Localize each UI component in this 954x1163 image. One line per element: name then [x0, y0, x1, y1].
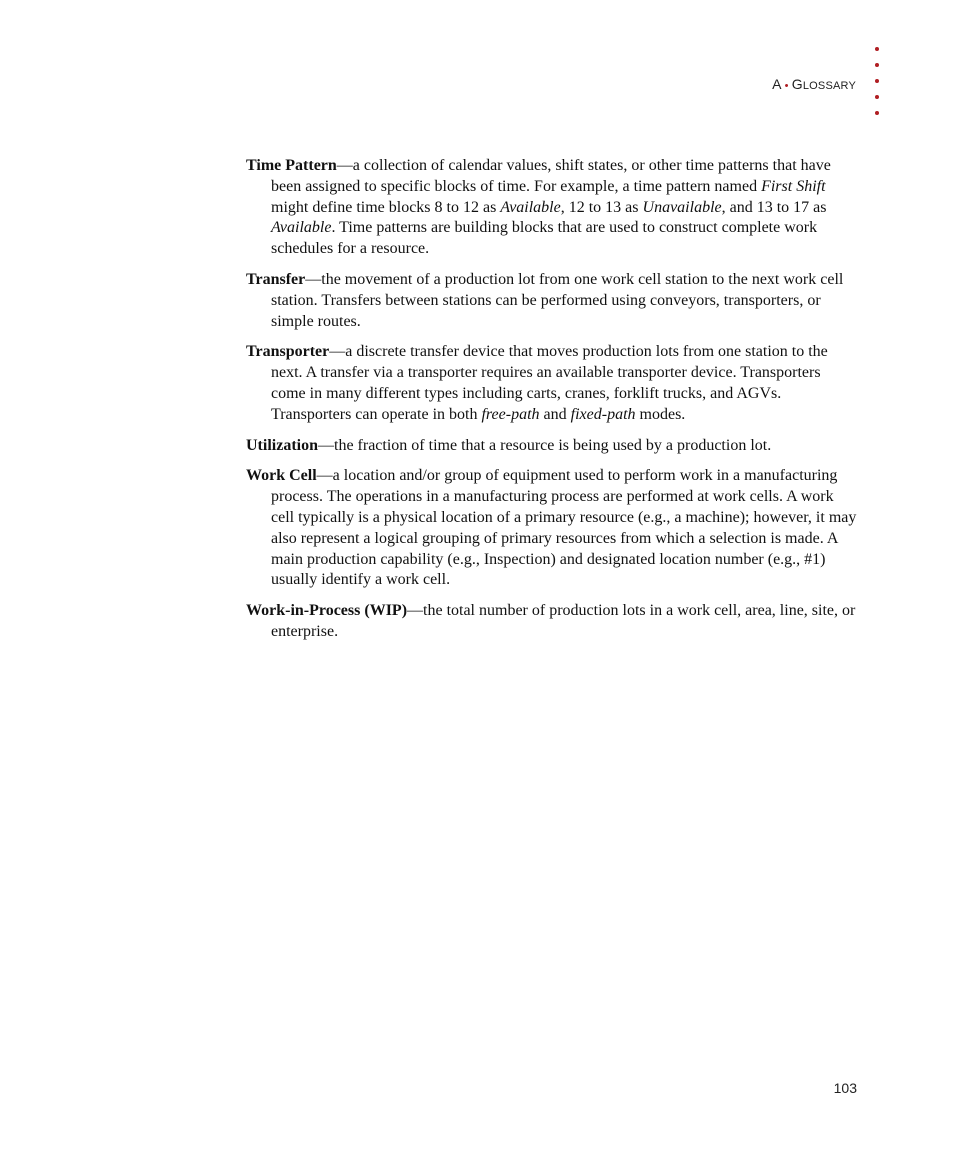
ornament-dot [875, 63, 879, 67]
glossary-entry [246, 601, 858, 643]
glossary-term: Work-in-Process (WIP) [246, 602, 408, 620]
definition-text: , 12 to 13 as [560, 198, 643, 216]
glossary-entry [246, 466, 858, 591]
chapter-title-rest: LOSSARY [802, 80, 856, 92]
definition-emphasis: fixed-path [570, 405, 636, 423]
glossary-entry [246, 156, 858, 260]
chapter-title-initial: G [791, 76, 803, 92]
ornament-dot [875, 47, 879, 51]
definition-text: —the total number of production lots in a work cell, area, line, site, or enterprise. [271, 602, 856, 640]
definition-text: modes. [635, 405, 686, 423]
definition-emphasis: Available [500, 198, 561, 216]
definition-text: and [539, 405, 571, 423]
definition-text: . Time patterns are building blocks that are used to construct complete work schedules for a resource. [271, 219, 818, 258]
glossary-term: Transporter [246, 343, 330, 361]
header-separator: • [784, 80, 789, 92]
definition-text: —the fraction of time that a resource is being used by a production lot. [318, 436, 772, 454]
ornament-dot [875, 111, 879, 115]
ornament-dot [875, 79, 879, 83]
glossary-term: Utilization [246, 436, 318, 454]
definition-text: —a collection of calendar values, shift states, or other time patterns that have been assigned to specific blocks of time. For example, a time pattern named [271, 157, 831, 195]
glossary-entry [246, 270, 858, 332]
glossary-term: Work Cell [246, 467, 317, 485]
glossary-entry [246, 436, 858, 457]
definition-text: —a discrete transfer device that moves production lots from one station to the next. A transfer via a transporter requires an available transporter device. Transporters come in many different types including carts, cranes, forklift trucks, and AGVs. Transporters can operate in both [271, 343, 828, 423]
definition-text: , and 13 to 17 as [721, 198, 827, 216]
definition-emphasis: First Shift [761, 177, 826, 195]
glossary-entries [246, 156, 858, 653]
definition-text: might define time blocks 8 to 12 as [271, 198, 501, 216]
running-header [772, 76, 856, 92]
glossary-term: Time Pattern [246, 157, 337, 174]
definition-emphasis: Unavailable [642, 198, 722, 216]
definition-emphasis: free-path [481, 405, 540, 423]
definition-emphasis: Available [271, 219, 332, 237]
definition-text: —a location and/or group of equipment used to perform work in a manufacturing process. The operations in a manufacturing process are performed at work cells. A work cell typically is a physical location of a primary resource (e.g., a machine); however, it may also represent a logical grouping of primary resources from which a selection is made. A main production capability (e.g., Inspection) and designated location number (e.g., #1) usually identify a work cell. [271, 467, 857, 589]
definition-text: —the movement of a production lot from one work cell station to the next work cell station. Transfers between stations can be performed using conveyors, transporters, or simple routes. [271, 270, 844, 330]
chapter-letter: A [772, 76, 782, 92]
ornament-dot [875, 95, 879, 99]
margin-dot-ornament [872, 47, 882, 127]
glossary-term: Transfer [246, 270, 306, 288]
glossary-entry [246, 342, 858, 425]
page-number: 103 [833, 1080, 857, 1096]
